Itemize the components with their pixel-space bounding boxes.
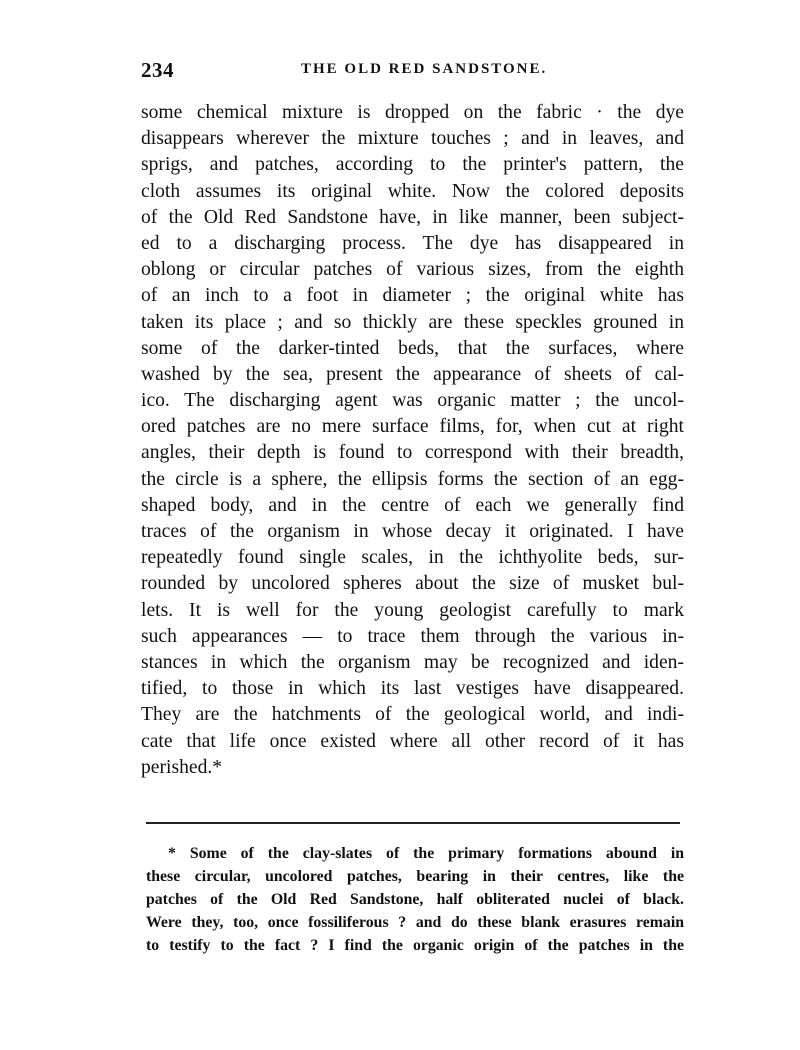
body-line: of an inch to a foot in diameter ; the original white has xyxy=(141,285,684,307)
body-line: ico. The discharging agent was organic matter ; the uncol- xyxy=(141,390,684,412)
running-head xyxy=(141,58,684,84)
body-line: shaped body, and in the centre of each we generally find xyxy=(141,494,684,516)
body-line: repeatedly found single scales, in the ichthyolite beds, sur- xyxy=(141,547,684,569)
body-line: cloth assumes its original white. Now the colored deposits xyxy=(141,180,684,202)
body-line: traces of the organism in whose decay it originated. I have xyxy=(141,521,684,542)
body-line: the circle is a sphere, the ellipsis forms the section of an egg- xyxy=(141,468,684,490)
body-line: oblong or circular patches of various sizes, from the eighth xyxy=(141,259,684,281)
body-line: rounded by uncolored spheres about the size of musket bul- xyxy=(141,573,684,595)
footnote xyxy=(146,842,684,957)
body-line: sprigs, and patches, according to the printer's pattern, the xyxy=(141,154,684,176)
footnote-line: these circular, uncolored patches, bearing in their centres, like the xyxy=(146,868,684,885)
footnote-divider xyxy=(146,822,680,824)
body-line: such appearances — to trace them through the various in- xyxy=(141,625,684,647)
body-line: cate that life once existed where all other record of it has xyxy=(141,730,684,752)
body-line: washed by the sea, present the appearance of sheets of cal- xyxy=(141,363,684,385)
page-number: 234 xyxy=(141,58,174,82)
body-line: of the Old Red Sandstone have, in like manner, been subject- xyxy=(141,206,684,228)
body-line: disappears wherever the mixture touches ; and in leaves, and xyxy=(141,128,684,150)
body-line: lets. It is well for the young geologist carefully to mark xyxy=(141,599,684,621)
body-line: ored patches are no mere surface films, for, when cut at right xyxy=(141,416,684,438)
body-line: ed to a discharging process. The dye has disappeared in xyxy=(141,232,684,254)
body-line: some chemical mixture is dropped on the fabric · the dye xyxy=(141,102,684,123)
body-line: some of the darker-tinted beds, that the surfaces, where xyxy=(141,337,684,359)
body-line: tified, to those in which its last vestiges have disappeared. xyxy=(141,678,684,700)
footnote-line: Were they, too, once fossiliferous ? and do these blank erasures remain xyxy=(146,914,684,931)
body-line: angles, their depth is found to correspond with their breadth, xyxy=(141,442,684,464)
body-line: They are the hatchments of the geological world, and indi- xyxy=(141,704,684,726)
body-paragraph xyxy=(141,100,684,781)
body-line-last: perished.* xyxy=(141,756,223,778)
body-line: taken its place ; and so thickly are these speckles grouned in xyxy=(141,311,684,333)
footnote-line: to testify to the fact ? I find the organic origin of the patches in the xyxy=(146,937,684,954)
footnote-line: patches of the Old Red Sandstone, half obliterated nuclei of black. xyxy=(146,891,684,908)
running-title: THE OLD RED SANDSTONE. xyxy=(301,61,548,77)
body-line: stances in which the organism may be recognized and iden- xyxy=(141,651,684,673)
footnote-line: * Some of the clay-slates of the primary formations abound in xyxy=(168,845,684,862)
